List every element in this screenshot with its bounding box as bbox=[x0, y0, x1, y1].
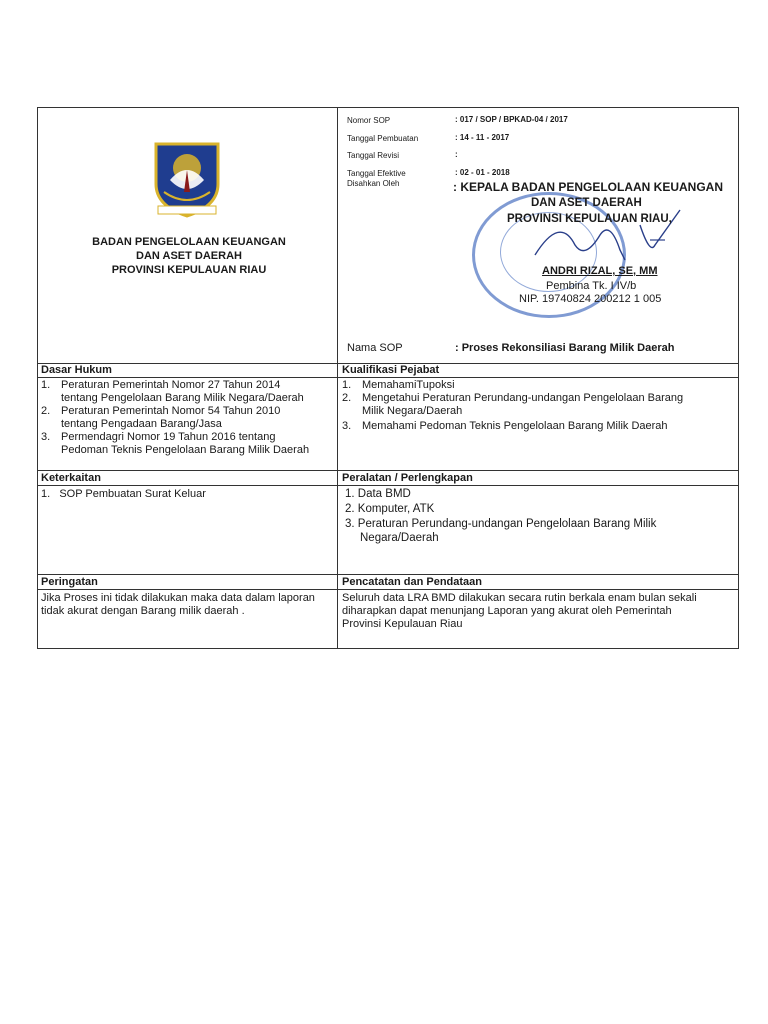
tanggal-revisi-label: Tanggal Revisi bbox=[347, 151, 400, 160]
peringatan-title: Peringatan bbox=[41, 576, 98, 588]
dasar-hukum-item bbox=[41, 431, 275, 444]
dasar-hukum-item-cont: Pedoman Teknis Pengelolaan Barang Milik Daerah bbox=[61, 444, 310, 456]
peringatan-text-line1: Jika Proses ini tidak dilakukan maka data dalam laporan bbox=[41, 592, 315, 604]
signer-name: ANDRI RIZAL, SE, MM bbox=[542, 265, 658, 277]
pencatatan-text-line3: Provinsi Kepulauan Riau bbox=[342, 618, 463, 630]
peralatan-item: 3. Peraturan Perundang-undangan Pengelolaan Barang Milik bbox=[345, 518, 657, 530]
nomor-sop-label: Nomor SOP bbox=[347, 116, 391, 125]
kualifikasi-item-cont: Milik Negara/Daerah bbox=[362, 405, 463, 417]
kualifikasi-item bbox=[342, 379, 455, 392]
item-number: 1. bbox=[342, 379, 352, 391]
peringatan-text-line2: tidak akurat dengan Barang milik daerah . bbox=[41, 605, 245, 617]
item-text: Peraturan Pemerintah Nomor 27 Tahun 2014 bbox=[61, 379, 281, 391]
tanggal-revisi-value: : bbox=[455, 150, 458, 159]
tanggal-pembuatan-value: : 14 - 11 - 2017 bbox=[455, 133, 510, 142]
item-text: MemahamiTupoksi bbox=[362, 379, 455, 391]
signer-nip: NIP. 19740824 200212 1 005 bbox=[519, 293, 662, 305]
provincial-emblem-logo bbox=[150, 140, 224, 220]
signer-rank: Pembina Tk. I IV/b bbox=[546, 280, 637, 292]
row-divider bbox=[37, 377, 739, 378]
row-divider bbox=[37, 574, 739, 575]
nomor-sop-value: : 017 / SOP / BPKAD-04 / 2017 bbox=[455, 115, 568, 124]
keterkaitan-title: Keterkaitan bbox=[41, 472, 101, 484]
item-number: 2. bbox=[41, 405, 51, 417]
tanggal-efektive-label: Tanggal Efektive bbox=[347, 169, 406, 178]
row-divider bbox=[37, 485, 739, 486]
dasar-hukum-item-cont: tentang Pengelolaan Barang Milik Negara/Daerah bbox=[61, 392, 304, 404]
peralatan-item: 1. Data BMD bbox=[345, 488, 411, 500]
row-divider bbox=[37, 470, 739, 471]
item-number: 1. bbox=[41, 379, 51, 391]
keterkaitan-item: 1. SOP Pembuatan Surat Keluar bbox=[41, 488, 206, 500]
item-number: 3. bbox=[342, 420, 352, 432]
item-number: 3. bbox=[41, 431, 51, 443]
kualifikasi-title: Kualifikasi Pejabat bbox=[342, 364, 440, 376]
tanggal-efektive-value: : 02 - 01 - 2018 bbox=[455, 168, 510, 177]
peralatan-item-cont: Negara/Daerah bbox=[360, 532, 439, 544]
disahkan-line1: : KEPALA BADAN PENGELOLAAN KEUANGAN bbox=[453, 180, 723, 194]
pencatatan-title: Pencatatan dan Pendataan bbox=[342, 576, 482, 588]
dasar-hukum-item-cont: tentang Pengadaan Barang/Jasa bbox=[61, 418, 222, 430]
kualifikasi-item bbox=[342, 420, 668, 433]
item-text: Permendagri Nomor 19 Tahun 2016 tentang bbox=[61, 431, 276, 443]
row-divider bbox=[37, 589, 739, 590]
disahkan-line3: PROVINSI KEPULAUAN RIAU, bbox=[507, 213, 672, 225]
org-name-line3: PROVINSI KEPULAUAN RIAU bbox=[111, 264, 267, 276]
item-text: Peraturan Pemerintah Nomor 54 Tahun 2010 bbox=[61, 405, 281, 417]
tanggal-pembuatan-label: Tanggal Pembuatan bbox=[347, 134, 419, 143]
item-text: Memahami Pedoman Teknis Pengelolaan Barang Milik Daerah bbox=[362, 420, 668, 432]
dasar-hukum-item bbox=[41, 379, 280, 392]
dasar-hukum-item bbox=[41, 405, 280, 418]
item-number: 2. bbox=[342, 392, 352, 404]
pencatatan-text-line1: Seluruh data LRA BMD dilakukan secara rutin berkala enam bulan sekali bbox=[342, 592, 697, 604]
disahkan-line2: DAN ASET DAERAH bbox=[531, 197, 642, 209]
pencatatan-text-line2: diharapkan dapat menunjang Laporan yang akurat oleh Pemerintah bbox=[342, 605, 672, 617]
peralatan-title: Peralatan / Perlengkapan bbox=[342, 472, 473, 484]
item-text: Mengetahui Peraturan Perundang-undangan Pengelolaan Barang bbox=[362, 392, 684, 404]
org-name-line2: DAN ASET DAERAH bbox=[136, 250, 242, 262]
kualifikasi-item bbox=[342, 392, 683, 405]
dasar-hukum-title: Dasar Hukum bbox=[41, 364, 112, 376]
disahkan-oleh-label: Disahkan Oleh bbox=[347, 179, 400, 188]
nama-sop-label: Nama SOP bbox=[347, 342, 403, 354]
org-name-line1: BADAN PENGELOLAAN KEUANGAN bbox=[92, 236, 286, 248]
nama-sop-value: : Proses Rekonsiliasi Barang Milik Daerah bbox=[455, 342, 675, 354]
peralatan-item: 2. Komputer, ATK bbox=[345, 503, 435, 515]
